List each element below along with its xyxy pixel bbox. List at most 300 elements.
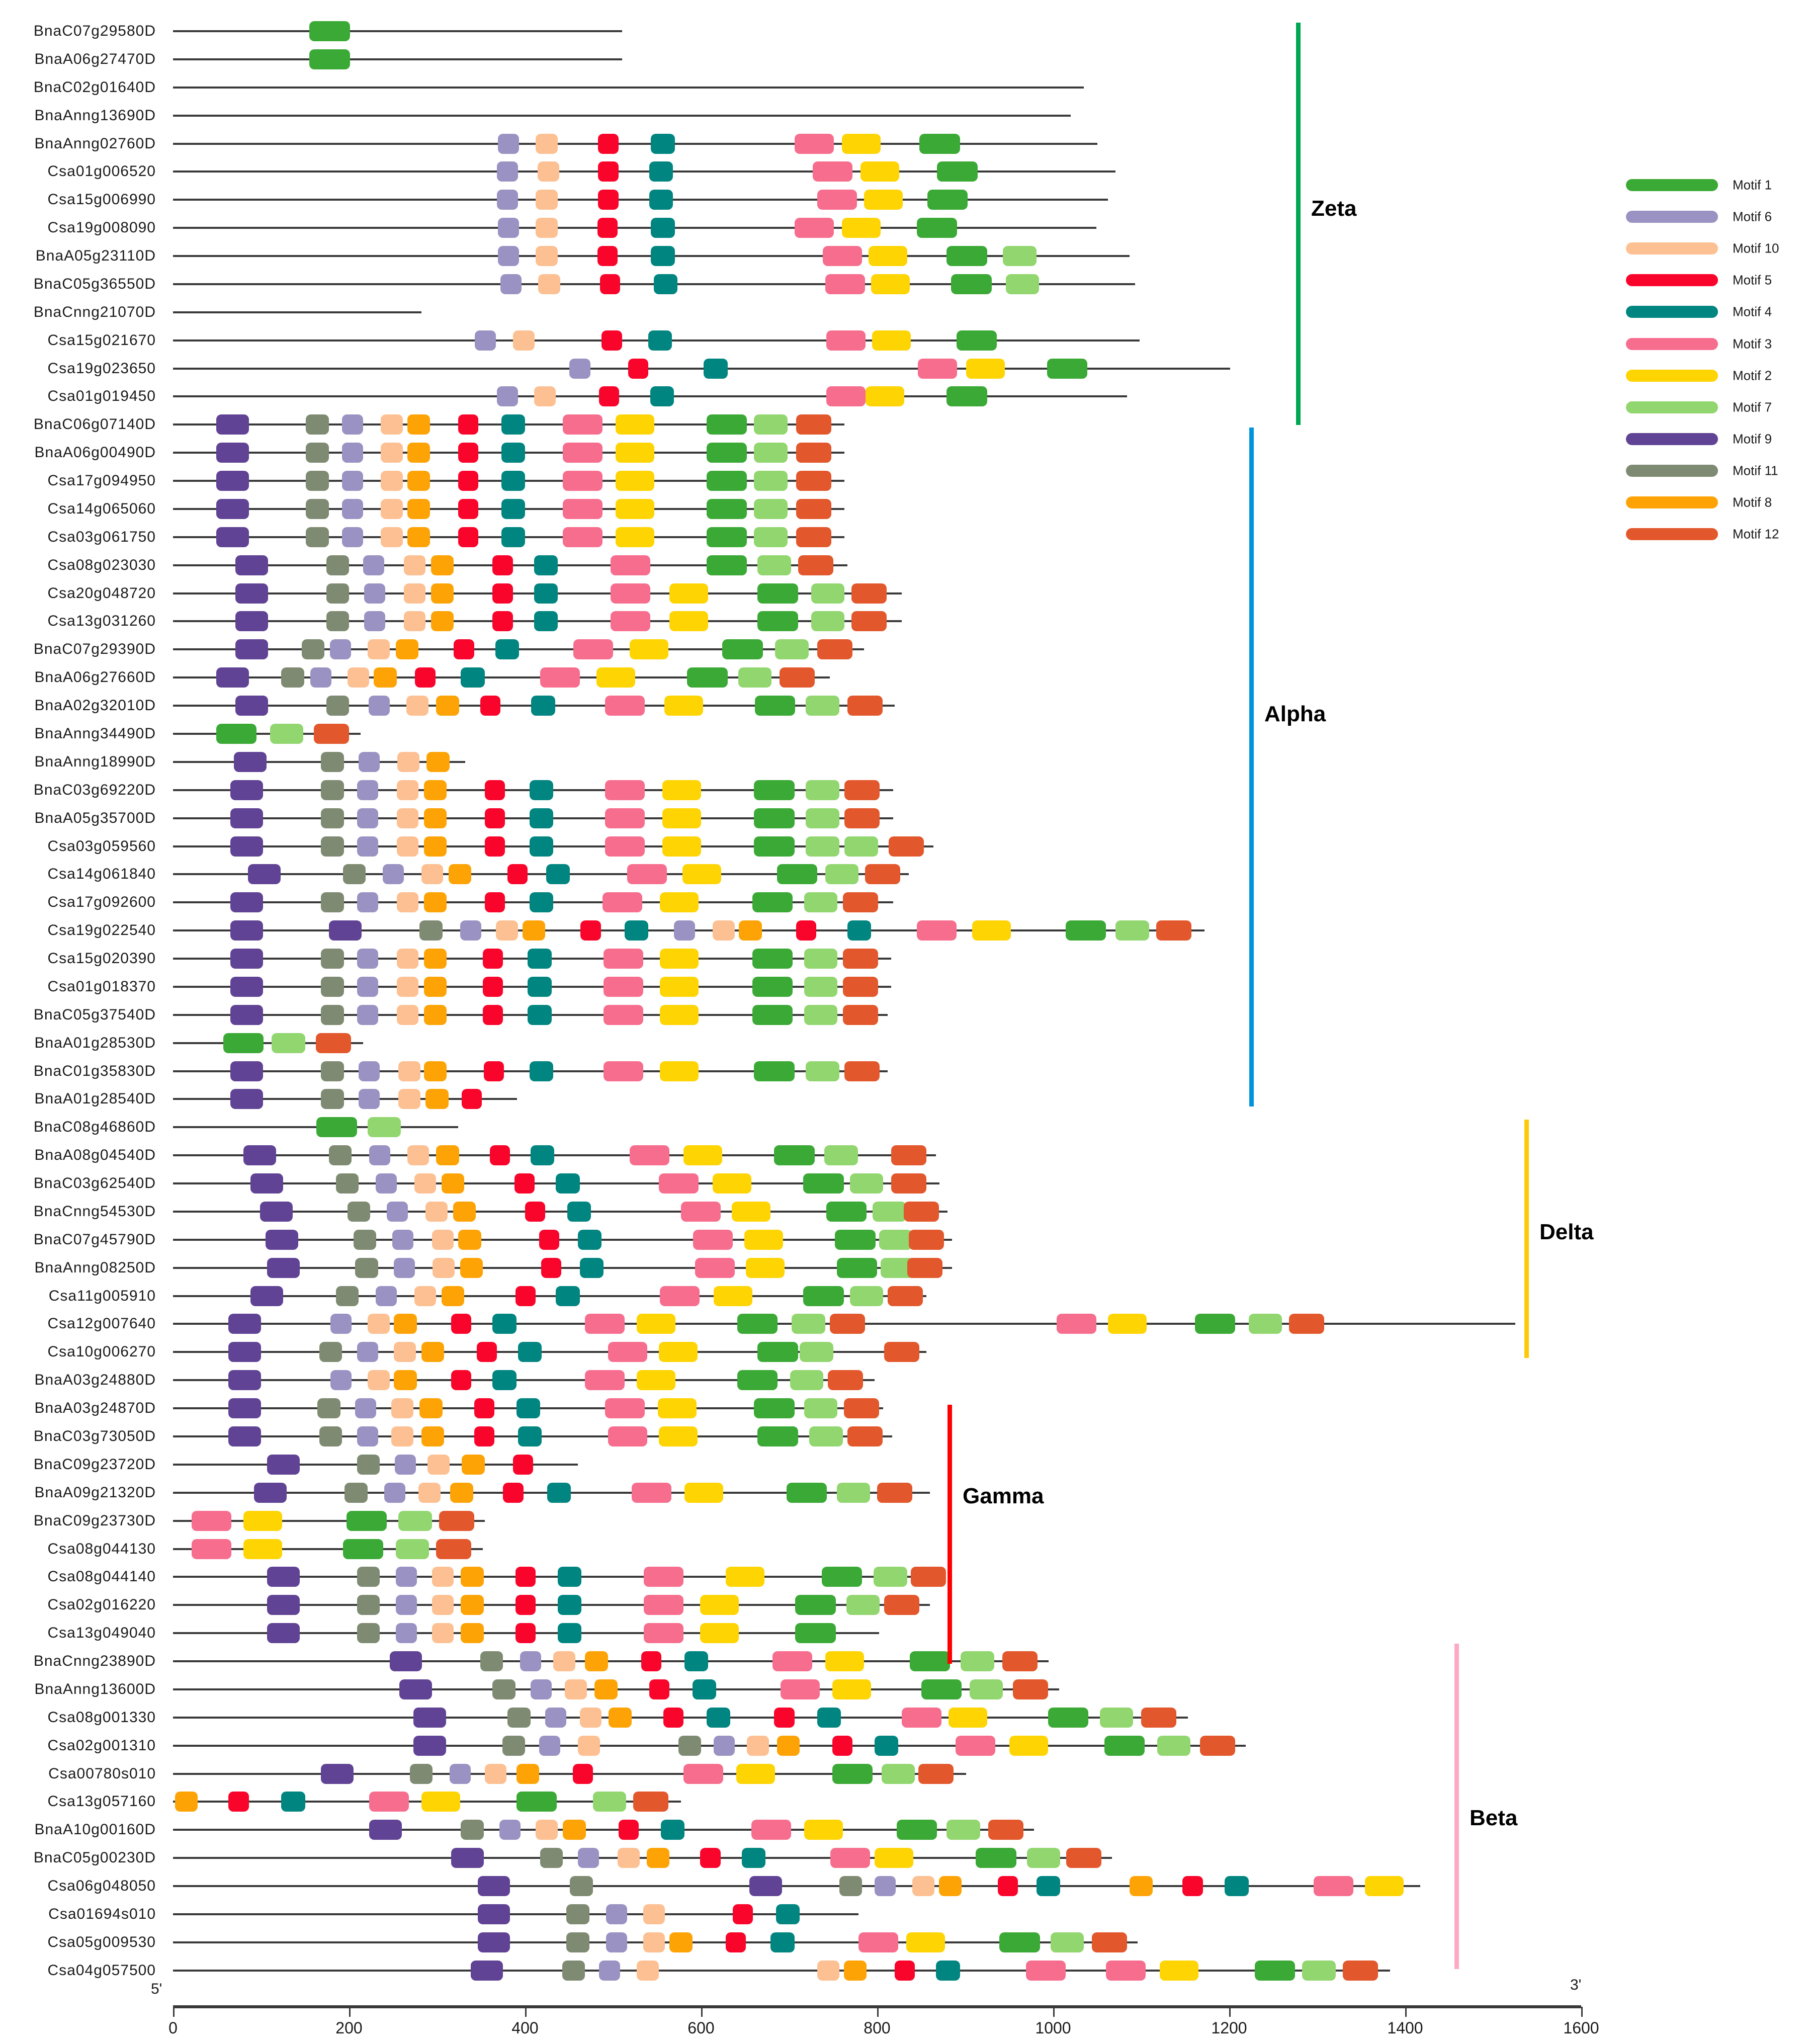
motif-1-block [757,611,798,631]
motif-10-block [485,1764,507,1784]
motif-3-block [632,1483,671,1503]
motif-5-block [573,1764,593,1784]
motif-4-block [651,134,674,154]
motif-7-block [809,1426,843,1446]
motif-7-block [824,1145,858,1165]
five-prime-label: 5' [151,1981,162,1997]
motif-7-block [270,724,304,744]
motif-4-block [648,330,672,351]
gene-label: BnaC07g29580D [33,23,156,39]
motif-7-block [775,639,809,659]
motif-5-block [458,527,478,547]
motif-1-block [1255,1961,1296,1981]
gene-backbone-line [173,30,622,32]
motif-4-block [556,1173,579,1194]
motif-12-block [918,1764,954,1784]
motif-8-block [563,1820,586,1840]
legend-label-motif-1: Motif 1 [1733,177,1772,193]
motif-12-block [439,1511,474,1531]
motif-10-block [432,1595,454,1615]
motif-3-block [563,414,602,435]
motif-2-block [700,1595,739,1615]
motif-4-block [625,920,648,941]
motif-12-block [796,414,831,435]
motif-10-block [404,611,426,631]
motif-7-block [946,1820,980,1840]
gene-label: Csa14g061840 [47,866,156,883]
motif-12-block [844,1398,879,1418]
motif-7-block [754,527,788,547]
motif-1-block [999,1932,1040,1952]
motif-7-block [1249,1314,1282,1334]
motif-8-block [431,583,454,604]
motif-11-block [321,1089,344,1109]
motif-4-block [518,1342,542,1362]
motif-7-block [882,1764,915,1784]
motif-5-block [474,1398,494,1418]
group-label-delta: Delta [1539,1220,1594,1244]
motif-8-block [594,1679,618,1699]
motif-7-block [593,1792,627,1812]
legend-swatch-motif-6 [1626,211,1718,223]
motif-3-block [563,443,602,463]
gene-label: BnaC03g62540D [33,1175,156,1192]
motif-2-block [860,161,899,182]
motif-9-block [369,1820,402,1840]
gene-label: BnaC08g46860D [33,1119,156,1136]
motif-1-block [921,1679,962,1699]
motif-9-block [228,1426,261,1446]
motif-9-block [260,1202,293,1222]
motif-2-block [713,1173,751,1194]
motif-6-block [357,836,378,857]
motif-3-block [563,527,602,547]
gene-label: Csa05g009530 [47,1933,156,1950]
gene-label: BnaA06g27660D [34,669,156,686]
motif-5-block [700,1848,720,1868]
motif-11-block [321,836,344,857]
motif-2-block [616,443,654,463]
motif-10-block [381,443,403,463]
motif-12-block [865,864,900,884]
motif-9-block [478,1876,510,1896]
motif-1-block [752,949,793,969]
motif-7-block [811,583,845,604]
motif-10-block [432,1230,454,1250]
legend-label-motif-10: Motif 10 [1733,240,1779,256]
motif-2-block [869,246,907,266]
motif-8-block [442,1173,465,1194]
motif-11-block [321,949,344,969]
legend-swatch-motif-3 [1626,338,1718,350]
motif-10-block [381,471,403,491]
motif-5-block [458,499,478,519]
motif-7-block [368,1117,401,1137]
motif-6-block [545,1708,566,1728]
motif-5-block [733,1904,753,1924]
motif-8-block [461,1623,484,1643]
motif-12-block [1092,1932,1127,1952]
motif-9-block [413,1708,446,1728]
gene-label: BnaCnng23890D [33,1653,156,1670]
motif-8-block [462,1455,485,1475]
gene-label: Csa06g048050 [47,1878,156,1895]
motif-8-block [424,1005,447,1025]
motif-9-block [230,1089,263,1109]
motif-6-block [497,386,518,406]
motif-10-block [406,696,428,716]
motif-6-block [357,1005,378,1025]
motif-3-block [681,1202,721,1222]
motif-2-block [864,190,903,210]
motif-8-block [175,1792,198,1812]
motif-7-block [970,1679,1003,1699]
motif-8-block [1130,1876,1153,1896]
motif-8-block [424,949,447,969]
motif-10-block [912,1876,934,1896]
motif-3-block [644,1595,683,1615]
motif-4-block [528,977,551,997]
motif-2-block [736,1764,775,1784]
gene-label: BnaC05g36550D [33,275,156,292]
motif-6-block [875,1876,896,1896]
motif-5-block [619,1820,639,1840]
motif-10-block [578,1736,600,1756]
motif-10-block [433,1258,455,1278]
motif-10-block [391,1398,413,1418]
gene-label: BnaA03g24870D [34,1400,156,1417]
motif-10-block [397,977,419,997]
motif-11-block [357,1567,380,1587]
motif-4-block [651,246,674,266]
motif-1-block [737,1370,778,1390]
motif-3-block [659,1173,699,1194]
motif-1-block [754,780,795,800]
motif-12-block [1200,1736,1235,1756]
motif-8-block [436,696,459,716]
motif-9-block [230,949,263,969]
motif-11-block [461,1820,484,1840]
motif-6-block [376,1286,397,1306]
motif-1-block [1195,1314,1236,1334]
motif-2-block [243,1539,282,1559]
motif-1-block [309,21,350,41]
motif-3-block [369,1792,409,1812]
motif-4-block [492,1314,516,1334]
motif-10-block [817,1961,839,1981]
motif-8-block [585,1651,608,1671]
motif-10-block [513,330,535,351]
motif-7-block [850,1286,884,1306]
motif-6-block [569,359,590,379]
motif-7-block [874,1567,907,1587]
motif-8-block [453,1202,476,1222]
motif-6-block [357,977,378,997]
gene-label: BnaA08g04540D [34,1147,156,1164]
group-bracket-beta [1454,1644,1459,1969]
motif-6-block [578,1848,599,1868]
motif-6-block [396,1595,417,1615]
motif-6-block [531,1679,552,1699]
motif-6-block [599,1961,620,1981]
motif-5-block [483,1005,503,1025]
motif-12-block [911,1567,946,1587]
motif-3-block [1057,1314,1096,1334]
motif-2-block [659,1342,698,1362]
motif-3-block [573,639,613,659]
motif-3-block [813,161,852,182]
motif-8-block [425,1089,449,1109]
motif-2-block [875,1848,913,1868]
motif-10-block [397,752,419,772]
legend-label-motif-4: Motif 4 [1733,304,1772,319]
legend-label-motif-2: Motif 2 [1733,368,1772,383]
motif-6-block [714,1736,735,1756]
motif-3-block [1106,1961,1146,1981]
motif-12-block [1156,920,1191,941]
motif-7-block [846,1595,880,1615]
x-axis-tick [173,2007,175,2017]
motif-11-block [326,696,350,716]
motif-1-block [822,1567,863,1587]
legend-swatch-motif-9 [1626,433,1718,445]
motif-10-block [643,1904,665,1924]
gene-backbone-line [173,58,622,60]
motif-1-block [755,696,796,716]
motif-4-block [875,1736,898,1756]
motif-4-block [547,1483,571,1503]
motif-12-block [843,1005,878,1025]
motif-2-block [966,359,1005,379]
motif-7-block [806,696,839,716]
motif-11-block [329,1145,352,1165]
motif-10-block [534,386,556,406]
motif-9-block [235,555,268,575]
x-axis-tick-label: 0 [168,2019,178,2037]
motif-11-block [319,1426,342,1446]
legend-swatch-motif-7 [1626,401,1718,413]
motif-2-block [596,667,635,688]
motif-12-block [1066,1848,1101,1868]
motif-7-block [804,949,838,969]
motif-5-block [451,1314,471,1334]
motif-9-block [235,639,268,659]
gene-label: Csa14g065060 [47,500,156,517]
motif-1-block [777,864,818,884]
gene-label: BnaA06g00490D [34,444,156,461]
motif-2-block [746,1258,785,1278]
motif-2-block [659,1426,698,1446]
motif-6-block [475,330,496,351]
legend-label-motif-6: Motif 6 [1733,209,1772,224]
motif-12-block [844,808,880,828]
motif-4-block [530,836,553,857]
motif-8-block [424,977,447,997]
motif-10-block [580,1708,602,1728]
motif-10-block [348,667,370,688]
motif-9-block [243,1145,276,1165]
motif-10-block [536,134,558,154]
gene-label: Csa13g049040 [47,1625,156,1642]
motif-3-block [605,780,645,800]
motif-7-block [757,555,791,575]
motif-6-block [310,667,331,688]
motif-8-block [407,527,431,547]
motif-3-block [826,330,866,351]
motif-5-block [474,1426,494,1446]
motif-4-block [534,555,558,575]
motif-5-block [515,1286,536,1306]
motif-10-block [398,1061,420,1081]
motif-4-block [534,611,558,631]
motif-6-block [498,218,519,238]
motif-4-block [518,1426,542,1446]
x-axis-tick-label: 1200 [1211,2019,1247,2037]
motif-9-block [254,1483,287,1503]
motif-5-block [515,1623,536,1643]
motif-1-block [917,218,958,238]
motif-7-block [1157,1736,1191,1756]
motif-4-block [649,190,673,210]
motif-4-block [530,780,553,800]
motif-12-block [828,1370,863,1390]
motif-1-block [946,386,987,406]
gene-backbone-line [173,1857,1112,1859]
motif-10-block [637,1961,659,1981]
motif-5-block [458,414,478,435]
group-label-zeta: Zeta [1311,196,1357,221]
motif-6-block [342,499,363,519]
motif-9-block [413,1736,446,1756]
motif-9-block [451,1848,484,1868]
motif-10-block [425,1202,448,1222]
motif-1-block [951,274,992,294]
motif-6-block [498,134,519,154]
motif-4-block [1037,1876,1060,1896]
motif-3-block [772,1651,812,1671]
motif-12-block [844,780,880,800]
motif-10-block [536,1820,558,1840]
motif-10-block [536,218,558,238]
motif-8-block [407,443,431,463]
gene-label: Csa01g019450 [47,388,156,405]
group-bracket-gamma [948,1405,952,1664]
motif-3-block [604,1061,643,1081]
motif-3-block [192,1539,231,1559]
motif-5-block [492,555,512,575]
motif-3-block [817,190,857,210]
motif-5-block [601,330,622,351]
motif-5-block [415,667,435,688]
group-bracket-zeta [1296,23,1301,425]
motif-5-block [832,1736,852,1756]
motif-3-block [644,1567,683,1587]
gene-label: Csa12g007640 [47,1315,156,1332]
gene-label: BnaA05g23110D [35,247,156,265]
motif-4-block [567,1202,591,1222]
motif-9-block [478,1904,510,1924]
motif-11-block [319,1342,342,1362]
motif-12-block [830,1314,865,1334]
motif-1-block [754,808,795,828]
gene-label: BnaCnng21070D [33,303,156,320]
motif-9-block [230,780,263,800]
motif-10-block [432,1567,454,1587]
gene-label: Csa17g094950 [47,472,156,489]
motif-8-block [449,864,472,884]
gene-label: Csa20g048720 [47,584,156,602]
motif-8-block [460,1258,483,1278]
motif-4-block [501,443,525,463]
motif-11-block [357,1595,380,1615]
motif-2-block [1365,1876,1404,1896]
gene-label: Csa11g005910 [48,1287,156,1304]
motif-5-block [503,1483,523,1503]
x-axis-tick [349,2007,351,2017]
motif-1-block [707,555,747,575]
motif-7-block [806,836,839,857]
gene-label: Csa01694s010 [48,1905,156,1922]
motif-9-block [230,808,263,828]
motif-8-block [458,1230,481,1250]
motif-1-block [1047,359,1088,379]
motif-4-block [817,1708,841,1728]
gene-backbone-line [173,87,1084,89]
gene-label: BnaA09g21320D [34,1484,156,1501]
gene-label: Csa13g057160 [47,1793,156,1810]
motif-11-block [321,1061,344,1081]
legend-swatch-motif-10 [1626,242,1718,254]
motif-3-block [585,1370,625,1390]
motif-9-block [235,583,268,604]
motif-12-block [851,611,887,631]
motif-8-block [407,414,431,435]
motif-10-block [418,1483,441,1503]
motif-6-block [606,1932,627,1952]
motif-5-block [485,780,505,800]
motif-8-block [939,1876,962,1896]
motif-1-block [216,724,257,744]
gene-backbone-line [173,1154,936,1156]
motif-5-block [525,1202,545,1222]
motif-10-block [643,1932,665,1952]
motif-7-block [754,414,788,435]
gene-label: Csa03g059560 [47,837,156,855]
motif-5-block [774,1708,794,1728]
gene-label: BnaC02g01640D [33,78,156,96]
motif-1-block [1066,920,1106,941]
motif-11-block [357,1455,380,1475]
motif-1-block [835,1230,876,1250]
motif-11-block [321,752,344,772]
legend-swatch-motif-12 [1626,528,1718,540]
motif-10-block [368,639,390,659]
motif-1-block [946,246,987,266]
motif-11-block [570,1876,593,1896]
motif-7-block [1302,1961,1336,1981]
motif-3-block [604,977,643,997]
motif-11-block [348,1202,371,1222]
motif-2-block [682,864,721,884]
motif-10-block [397,949,419,969]
motif-12-block [847,696,883,716]
motif-3-block [644,1623,683,1643]
motif-3-block [605,808,645,828]
motif-7-block [754,499,788,519]
motif-5-block [485,808,505,828]
motif-7-block [844,836,878,857]
motif-9-block [235,611,268,631]
